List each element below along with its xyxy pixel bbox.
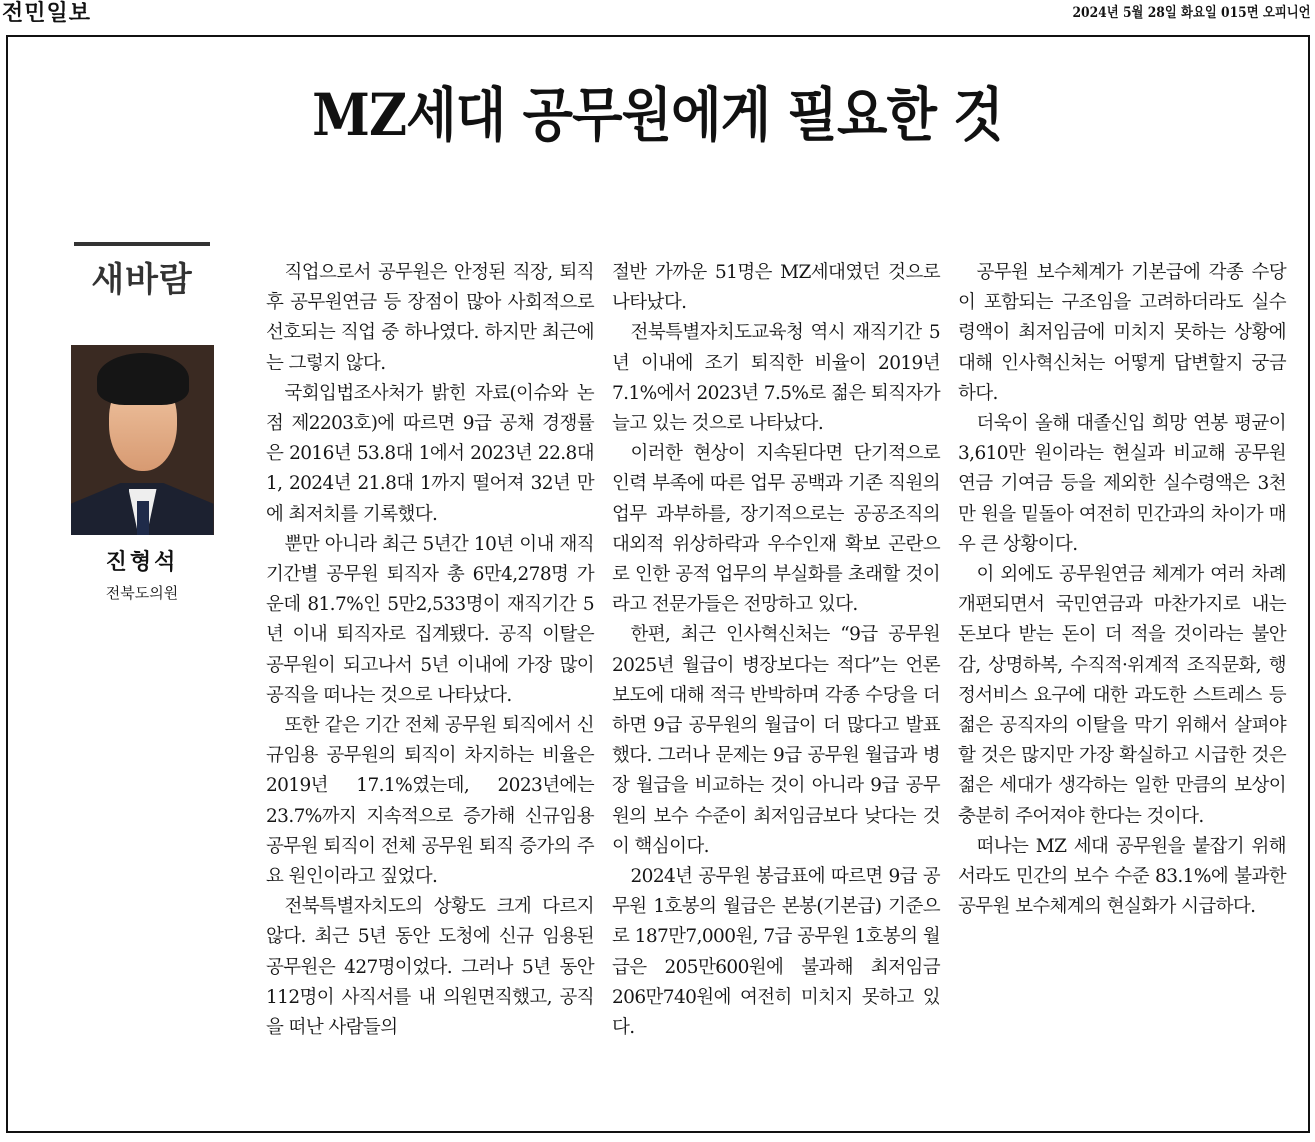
- paragraph: 더욱이 올해 대졸신입 희망 연봉 평균이 3,610만 원이라는 현실과 비교해 공무원연금 기여금 등을 제외한 실수령액은 3천만 원을 밑돌아 여전히 민간과의 차이가 매우 큰 상황이다.: [958, 413, 1286, 555]
- paragraph: 전북특별자치도의 상황도 크게 다르지 않다. 최근 5년 동안 도청에 신규 임용된 공무원은 427명이었다. 그러나 5년 동안 112명이 사직서를 내 의원면직했고, 공직을 떠난 사람들의: [266, 896, 594, 1039]
- paragraph: 이러한 현상이 지속된다면 단기적으로 인력 부족에 따른 업무 공백과 기존 직원의 업무 과부하를, 장기적으로는 공공조직의 대외적 위상하락과 우수인재 확보 곤란으로 인한 공적 업무의 부실화를 초래할 것이라고 전문가들은 전망하고 있다.: [612, 443, 940, 616]
- author-photo: [71, 345, 214, 535]
- article-column-2: [612, 258, 940, 1043]
- paragraph: 2024년 공무원 봉급표에 따르면 9급 공무원 1호봉의 월급은 본봉(기본급) 기준으로 187만7,000원, 7급 공무원 1호봉의 월급은 205만600원에 불과해 최저임금 206만740원에 여전히 미치지 못하고 있다.: [612, 866, 940, 1039]
- dateline: 2024년 5월 28일 화요일 015면 오피니언: [1072, 5, 1311, 21]
- newspaper-masthead: 전민일보: [2, 1, 92, 26]
- article-headline: MZ세대 공무원에게 필요한 것: [312, 81, 1003, 149]
- article-column-1: [266, 258, 594, 1043]
- author-title: 전북도의원: [105, 584, 179, 602]
- paragraph: 또한 같은 기간 전체 공무원 퇴직에서 신규임용 공무원의 퇴직이 차지하는 비율은 2019년 17.1%였는데, 2023년에는 23.7%까지 지속적으로 증가해 신규임용 공무원 퇴직이 전체 공무원 퇴직 증가의 주요 원인이라고 짚었다.: [266, 715, 594, 888]
- paragraph-continued: 절반 가까운 51명은 MZ세대였던 것으로 나타났다.: [612, 262, 940, 314]
- paragraph: 떠나는 MZ 세대 공무원을 붙잡기 위해서라도 민간의 보수 수준 83.1%에 불과한 공무원 보수체계의 현실화가 시급하다.: [958, 835, 1286, 918]
- column-series-name: 새바람: [91, 260, 193, 300]
- portrait-hair: [97, 353, 189, 405]
- paragraph: 전북특별자치도교육청 역시 재직기간 5년 이내에 조기 퇴직한 비율이 2019년 7.1%에서 2023년 7.5%로 젊은 퇴직자가 늘고 있는 것으로 나타났다.: [612, 322, 940, 435]
- paragraph: 뿐만 아니라 최근 5년간 10년 이내 재직기간별 공무원 퇴직자 총 6만4,278명 가운데 81.7%인 5만2,533명이 재직기간 5년 이내 퇴직자로 집계됐다. 공직 이탈은 공무원이 되고나서 5년 이내에 가장 많이 공직을 떠나는 것으로 나타났다.: [266, 533, 594, 706]
- paragraph: 공무원 보수체계가 기본급에 각종 수당이 포함되는 구조임을 고려하더라도 실수령액이 최저임금에 미치지 못하는 상황에 대해 인사혁신처는 어떻게 답변할지 궁금하다.: [958, 262, 1286, 404]
- paragraph: 국회입법조사처가 밝힌 자료(이슈와 논점 제2203호)에 따르면 9급 공채 경쟁률은 2016년 53.8대 1에서 2023년 22.8대 1, 2024년 21.8대 1까지 떨어져 32년 만에 최저치를 기록했다.: [266, 382, 594, 525]
- paragraph: 직업으로서 공무원은 안정된 직장, 퇴직 후 공무원연금 등 장점이 많아 사회적으로 선호되는 직업 중 하나였다. 하지만 최근에는 그렇지 않다.: [266, 262, 594, 374]
- author-sidebar: [62, 242, 222, 603]
- paragraph: 한편, 최근 인사혁신처는 “9급 공무원 2025년 월급이 병장보다는 적다”는 언론보도에 대해 적극 반박하며 각종 수당을 더하면 9급 공무원의 월급이 더 많다고 발표했다. 그러나 문제는 9급 공무원 월급과 병장 월급을 비교하는 것이 아니라 9급 공무원의 보수 수준이 최저임금보다 낮다는 것이 핵심이다.: [612, 624, 940, 857]
- author-name: 진형석: [105, 550, 179, 575]
- column-rule-divider: [74, 242, 210, 246]
- paragraph: 이 외에도 공무원연금 체계가 여러 차례 개편되면서 국민연금과 마찬가지로 내는 돈보다 받는 돈이 더 적을 것이라는 불안감, 상명하복, 수직적·위계적 조직문화, 행정서비스 요구에 대한 과도한 스트레스 등 젊은 공직자의 이탈을 막기 위해서 살펴야 할 것은 많지만 가장 확실하고 시급한 것은 젊은 세대가 생각하는 일한 만큼의 보상이 충분히 주어져야 한다는 것이다.: [958, 564, 1286, 827]
- article-column-3: [958, 258, 1286, 922]
- portrait-tie: [137, 501, 149, 535]
